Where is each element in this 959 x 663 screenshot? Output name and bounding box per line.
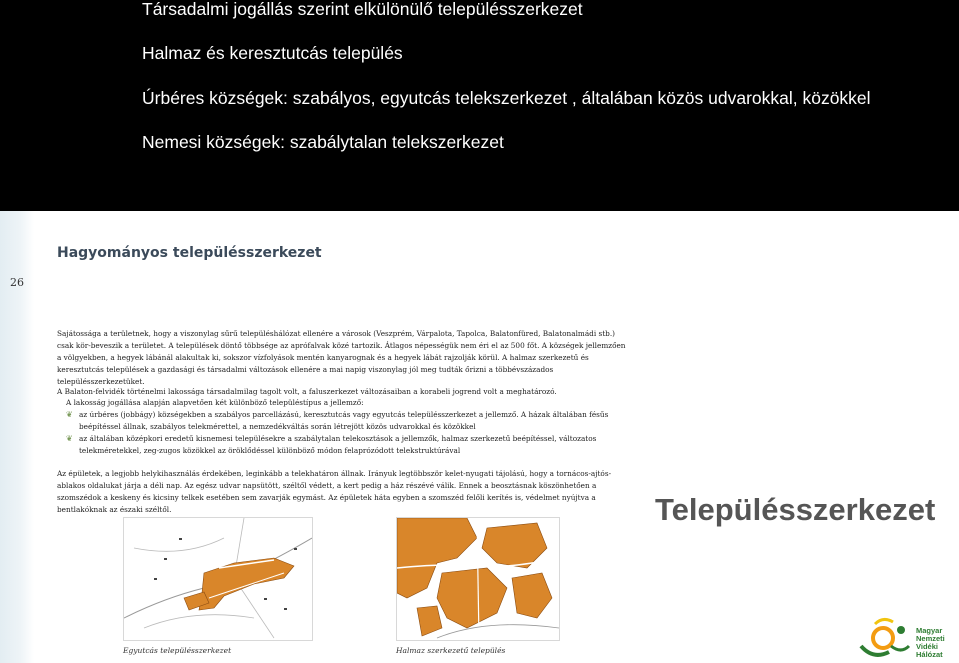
overlay-title: Településszerkezet <box>655 492 936 527</box>
heading-line-2: Halmaz és keresztutcás település <box>142 43 403 63</box>
paragraph-intro: Sajátossága a területnek, hogy a viszonylag sűrű településhálózat ellenére a városok (Veszprém, Várpalota, Tapolca, Balatonfüred, Balatonalmádi stb.) csak kör-beveszik a területet. A települések döntő többsége az aprófalvak közé tartozik. Átlagos népességük nem éri el az 500 főt. A községek jellemzően a völgyekben, a hegyek lábánál alakultak ki, sokszor vízfolyások mentén kanyarognak és a hegyek lábát rajzolják körül. A halmaz szerkezetű és keresztutcás települések a gazdasági és társadalmi változások ellenére a mai napig viszonylag jól meg tudták őrizni a többévszázados településszerkezetüket. <box>57 329 626 386</box>
logo-line-1: Magyar <box>916 626 943 635</box>
map-cluster-village <box>396 517 560 641</box>
page-number: 26 <box>10 276 24 289</box>
logo-line-2: Nemzeti <box>916 634 945 643</box>
list-item-text: az úrbéres (jobbágy) községekben a szabályos parcellázású, keresztutcás vagy egyutcás településszerkezet a jellemző. A házak általában fésűs beépítéssel állnak, szabályos telekmérettel, a nemzedékváltás során létrejött közös udvarokkal és közökkel <box>79 410 609 431</box>
header-band <box>0 0 959 211</box>
heading-line-3: Úrbéres községek: szabályos, egyutcás telekszerkezet , általában közös udvarokkal, közökkel <box>142 88 871 108</box>
heading-line-4: Nemesi községek: szabálytalan telekszerkezet <box>142 132 504 152</box>
map-cluster-village-drawing <box>397 518 559 640</box>
heading-line-1: Társadalmi jogállás szerint elkülönülő településszerkezet <box>142 0 583 19</box>
logo-line-4: Hálózat <box>916 650 943 659</box>
caption-left-map: Egyutcás településszerkezet <box>123 646 232 655</box>
map-linear-village-drawing <box>124 518 312 640</box>
paragraph-types-intro: A lakosság jogállása alapján alapvetően két különböző településtípus a jellemző: <box>66 398 364 407</box>
list-item <box>57 409 627 433</box>
document-title: Hagyományos településszerkezet <box>57 245 322 261</box>
caption-right-map: Halmaz szerkezetű település <box>396 646 506 655</box>
paragraph-history: A Balaton-felvidék történelmi lakossága társadalmilag tagolt volt, a faluszerkezet változásaiban a korabeli jogrend volt a meghatározó. <box>57 387 557 396</box>
settlement-type-list <box>57 409 627 457</box>
logo-line-3: Vidéki <box>916 642 938 651</box>
list-item-text: az általában középkori eredetű kisnemesi településekre a szabálytalan telekosztások a jellemzők, halmaz szerkezetű beépítéssel, változatos telekméretekkel, zeg-zugos közökkel az öröklődéssel különböző módon felaprózódott telekstruktúrával <box>79 434 597 455</box>
leaf-bullet-icon: ❦ <box>66 434 73 443</box>
map-linear-village <box>123 517 313 641</box>
paragraph-buildings: Az épületek, a legjobb helykihasználás érdekében, leginkább a telekhatáron állnak. Irányuk legtöbbször kelet-nyugati tájolású, hogy a tornácos-ajtós-ablakos oldalukat járja a déli nap. Az egész udvar napsütött, széltől védett, a kert pedig a ház részévé válik. Ennek a beosztásnak köszönhetően a szomszédok a keskeny és kicsiny telkek esetében sem zavarják egymást. Az épületek háta egyben a szomszéd felőli kerítés is, védelmet nyújtva a bentlakóknak az északi széltől. <box>57 469 612 514</box>
leaf-bullet-icon: ❦ <box>66 410 73 419</box>
list-item <box>57 433 627 457</box>
